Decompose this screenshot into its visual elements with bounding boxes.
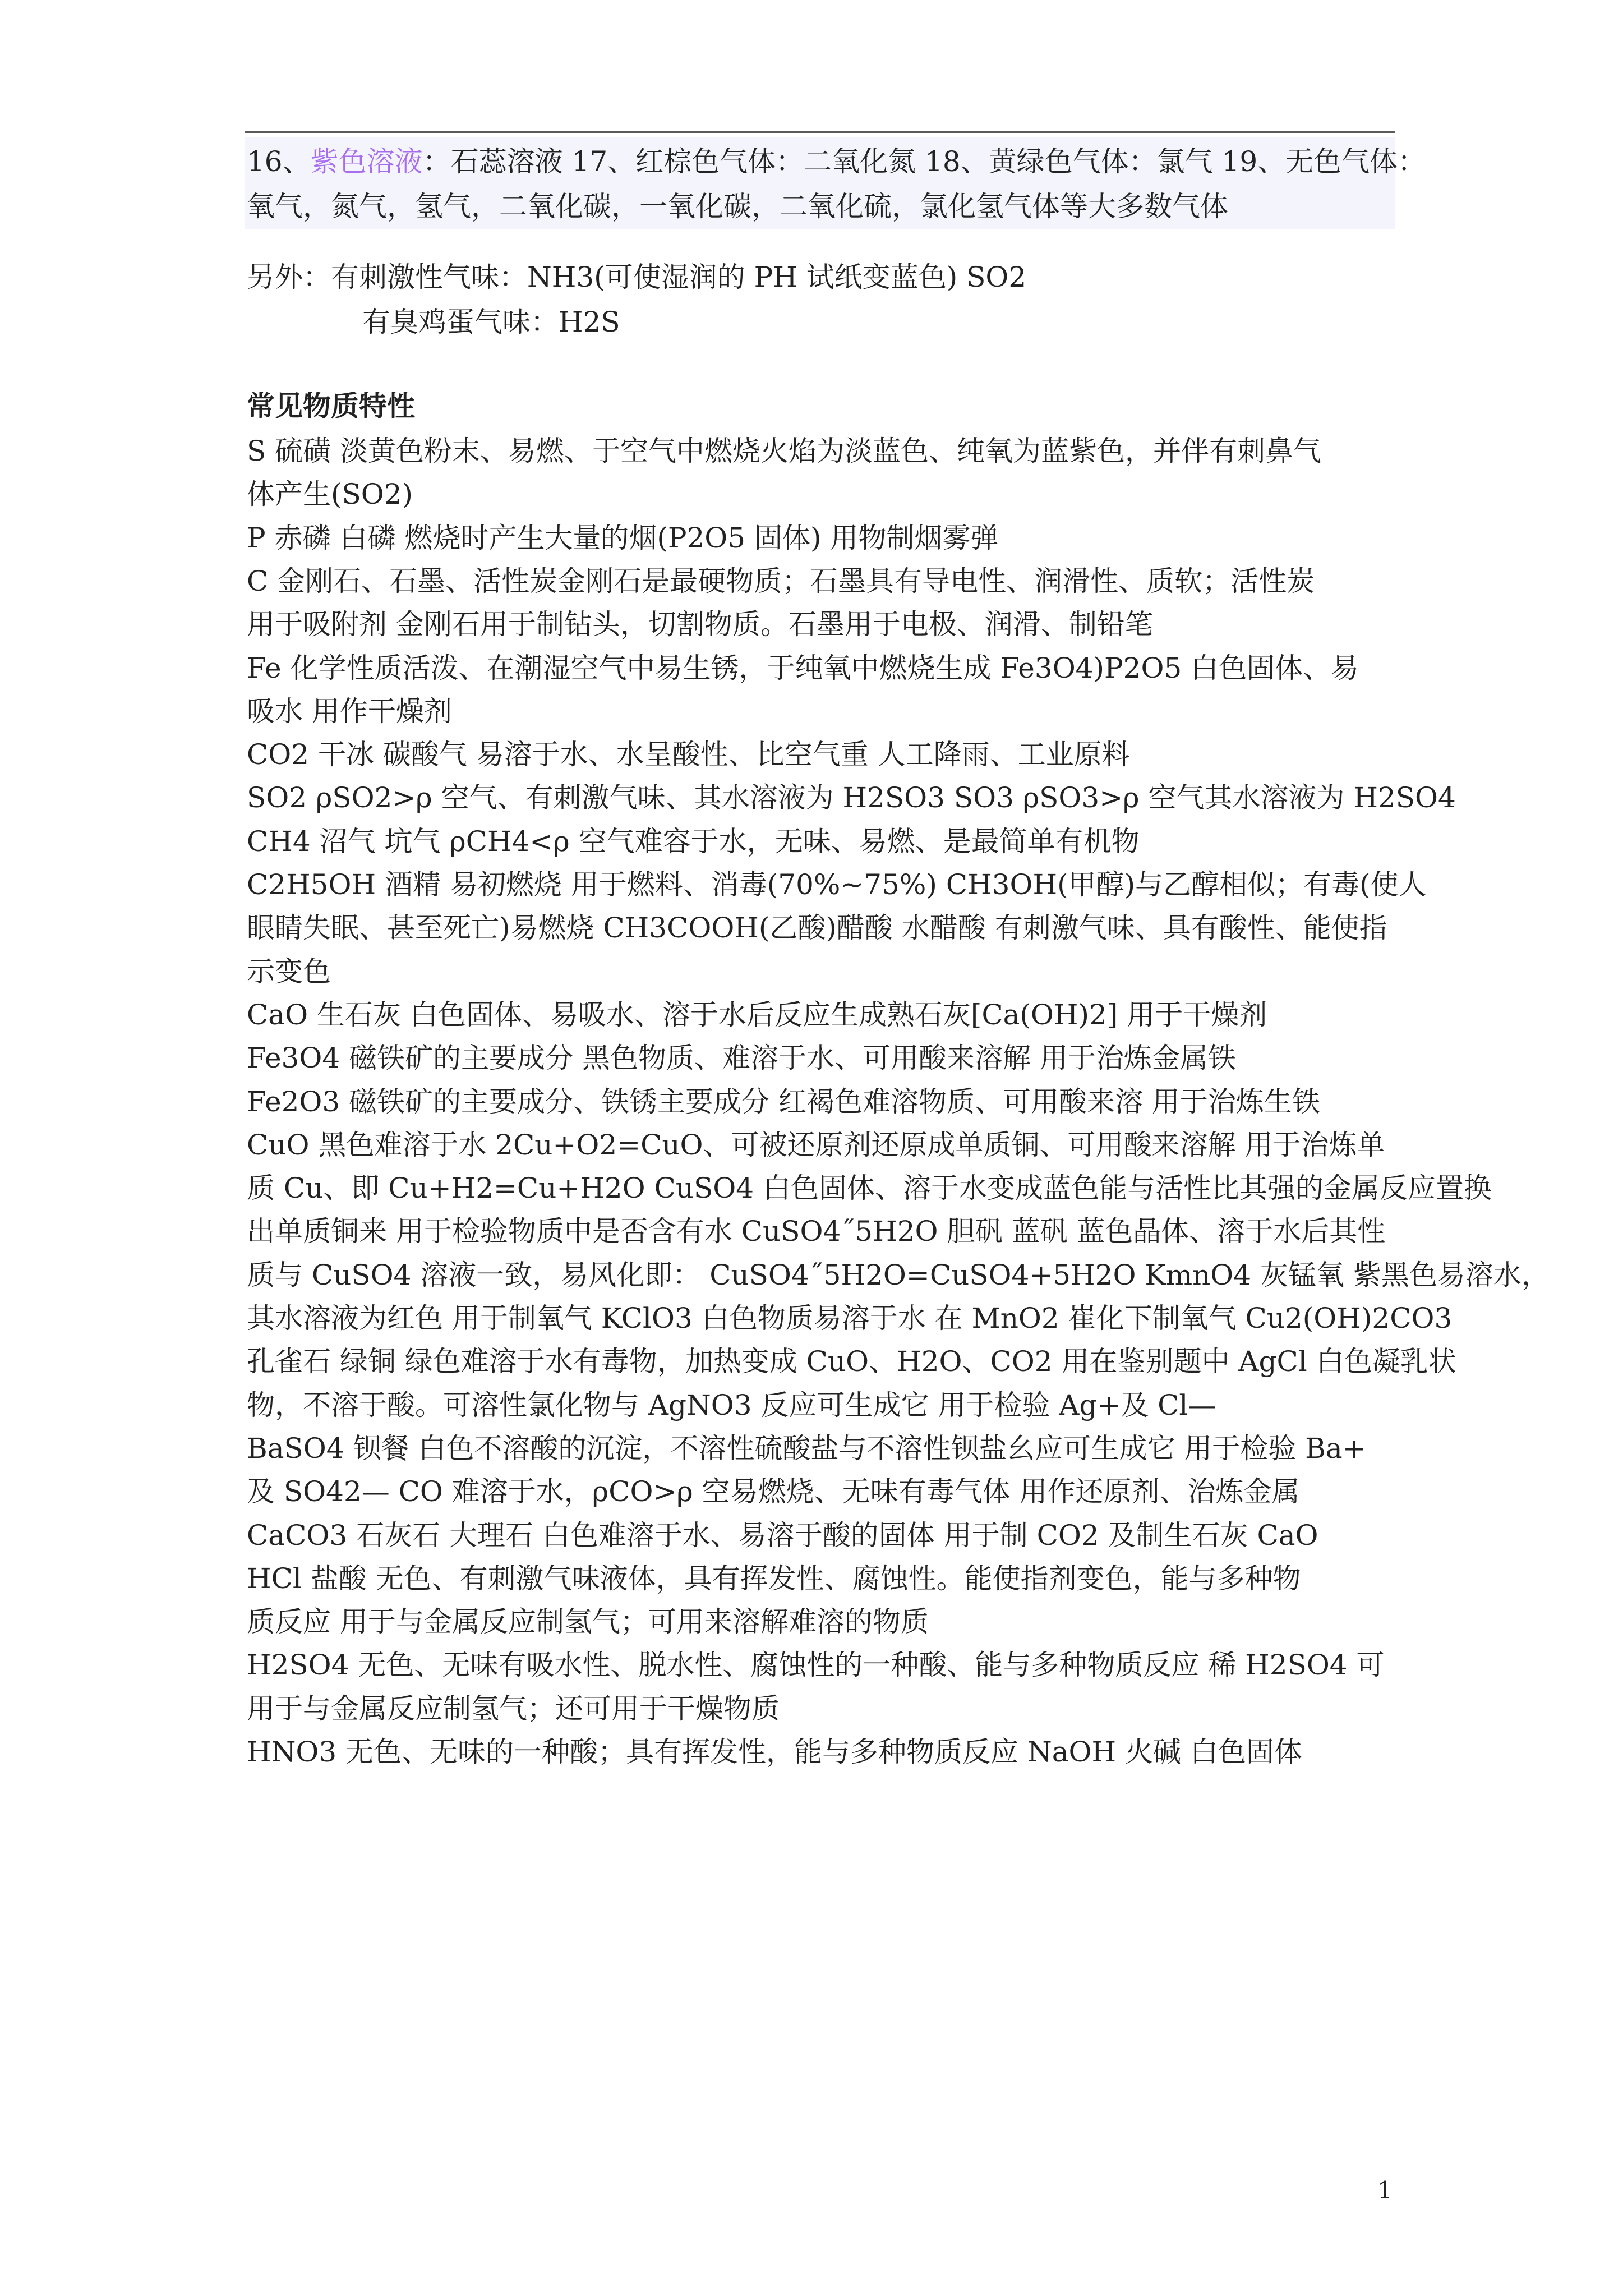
- body-line: CaCO3 石灰石 大理石 白色难溶于水、易溶于酸的固体 用于制 CO2 及制生石灰 CaO: [247, 1519, 1318, 1552]
- highlight-purple-term: 紫色溶液: [310, 145, 423, 178]
- body-line: H2SO4 无色、无味有吸水性、脱水性、腐蚀性的一种酸、能与多种物质反应 稀 H2SO4 可: [247, 1649, 1385, 1682]
- body-line: C 金刚石、石墨、活性炭金刚石是最硬物质；石墨具有导电性、润滑性、质软；活性炭: [247, 564, 1315, 597]
- body-line: 质反应 用于与金属反应制氢气；可用来溶解难溶的物质: [247, 1605, 929, 1639]
- body-line: 体产生(SO2): [247, 478, 413, 511]
- body-line: 及 SO42— CO 难溶于水，ρCO>ρ 空易燃烧、无味有毒气体 用作还原剂、治炼金属: [247, 1475, 1300, 1508]
- body-line: 眼睛失眠、甚至死亡)易燃烧 CH3COOH(乙酸)醋酸 水醋酸 有刺激气味、具有酸性、能使指: [247, 912, 1387, 945]
- body-line: BaSO4 钡餐 白色不溶酸的沉淀，不溶性硫酸盐与不溶性钡盐幺应可生成它 用于检验 Ba+: [247, 1432, 1366, 1465]
- top-rule: [245, 131, 1395, 133]
- body-line: HNO3 无色、无味的一种酸；具有挥发性，能与多种物质反应 NaOH 火碱 白色固体: [247, 1736, 1302, 1768]
- section-heading: 常见物质特性: [247, 389, 415, 422]
- body-line: C2H5OH 酒精 易初燃烧 用于燃料、消毒(70%~75%) CH3OH(甲醇)与乙醇相似；有毒(使人: [247, 868, 1427, 901]
- body-line: 质 Cu、即 Cu+H2=Cu+H2O CuSO4 白色固体、溶于水变成蓝色能与活性比其强的金属反应置换: [247, 1172, 1492, 1205]
- body-line: Fe2O3 磁铁矿的主要成分、铁锈主要成分 红褐色难溶物质、可用酸来溶 用于治炼生铁: [247, 1085, 1320, 1118]
- body-line: 用于与金属反应制氢气；还可用于干燥物质: [247, 1692, 780, 1725]
- highlight-line-2: 氧气，氮气，氢气，二氧化碳，一氧化碳，二氧化硫，氯化氢气体等大多数气体: [247, 190, 1228, 223]
- body-line: S 硫磺 淡黄色粉末、易燃、于空气中燃烧火焰为淡蓝色、纯氧为蓝紫色，并伴有刺鼻气: [247, 435, 1322, 467]
- body-line: 用于吸附剂 金刚石用于制钻头，切割物质。石墨用于电极、润滑、制铅笔: [247, 608, 1153, 641]
- highlight-line-1-rest: ：石蕊溶液 17、红棕色气体：二氧化氮 18、黄绿色气体：氯气 19、无色气体：: [422, 145, 1426, 178]
- body-line: CaO 生石灰 白色固体、易吸水、溶于水后反应生成熟石灰[Ca(OH)2] 用于干燥剂: [247, 998, 1267, 1031]
- body-line: SO2 ρSO2>ρ 空气、有刺激气味、其水溶液为 H2SO3 SO3 ρSO3>ρ 空气其水溶液为 H2SO4: [247, 781, 1456, 815]
- body-line: HCl 盐酸 无色、有刺激气味液体，具有挥发性、腐蚀性。能使指剂变色，能与多种物: [247, 1562, 1301, 1595]
- body-line: 其水溶液为红色 用于制氧气 KClO3 白色物质易溶于水 在 MnO2 崔化下制氧气 Cu2(OH)2CO3: [247, 1302, 1453, 1335]
- body-line: Fe 化学性质活泼、在潮湿空气中易生锈，于纯氧中燃烧生成 Fe3O4)P2O5 白色固体、易: [247, 651, 1359, 684]
- body-line: 物，不溶于酸。可溶性氯化物与 AgNO3 反应可生成它 用于检验 Ag+及 Cl—: [247, 1388, 1216, 1421]
- body-line: 示变色: [247, 955, 331, 988]
- body-line: CO2 干冰 碳酸气 易溶于水、水呈酸性、比空气重 人工降雨、工业原料: [247, 738, 1130, 771]
- body-line: CuO 黑色难溶于水 2Cu+O2=CuO、可被还原剂还原成单质铜、可用酸来溶解 用于治炼单: [247, 1128, 1385, 1161]
- extra-line-1: 另外：有刺激性气味：NH3(可使湿润的 PH 试纸变蓝色) SO2: [247, 261, 1027, 293]
- body-line: Fe3O4 磁铁矿的主要成分 黑色物质、难溶于水、可用酸来溶解 用于治炼金属铁: [247, 1042, 1236, 1075]
- body-line: 吸水 用作干燥剂: [247, 694, 452, 728]
- extra-line-2: 有臭鸡蛋气味：H2S: [362, 306, 620, 338]
- body-line: CH4 沼气 坑气 ρCH4<ρ 空气难容于水，无味、易燃、是最简单有机物: [247, 825, 1140, 858]
- body-line: 出单质铜来 用于检验物质中是否含有水 CuSO4˝5H2O 胆矾 蓝矾 蓝色晶体、溶于水后其性: [247, 1215, 1386, 1248]
- page-number: 1: [1377, 2177, 1393, 2204]
- highlight-prefix: 16、: [247, 145, 311, 178]
- highlight-line-1: [247, 141, 1426, 182]
- body-line: 孔雀石 绿铜 绿色难溶于水有毒物，加热变成 CuO、H2O、CO2 用在鉴别题中 AgCl 白色凝乳状: [247, 1345, 1456, 1378]
- body-line: P 赤磷 白磷 燃烧时产生大量的烟(P2O5 固体) 用物制烟雾弹: [247, 521, 999, 554]
- body-line: 质与 CuSO4 溶液一致，易风化即： CuSO4˝5H2O=CuSO4+5H2O KmnO4 灰锰氧 紫黑色易溶水，: [247, 1258, 1550, 1291]
